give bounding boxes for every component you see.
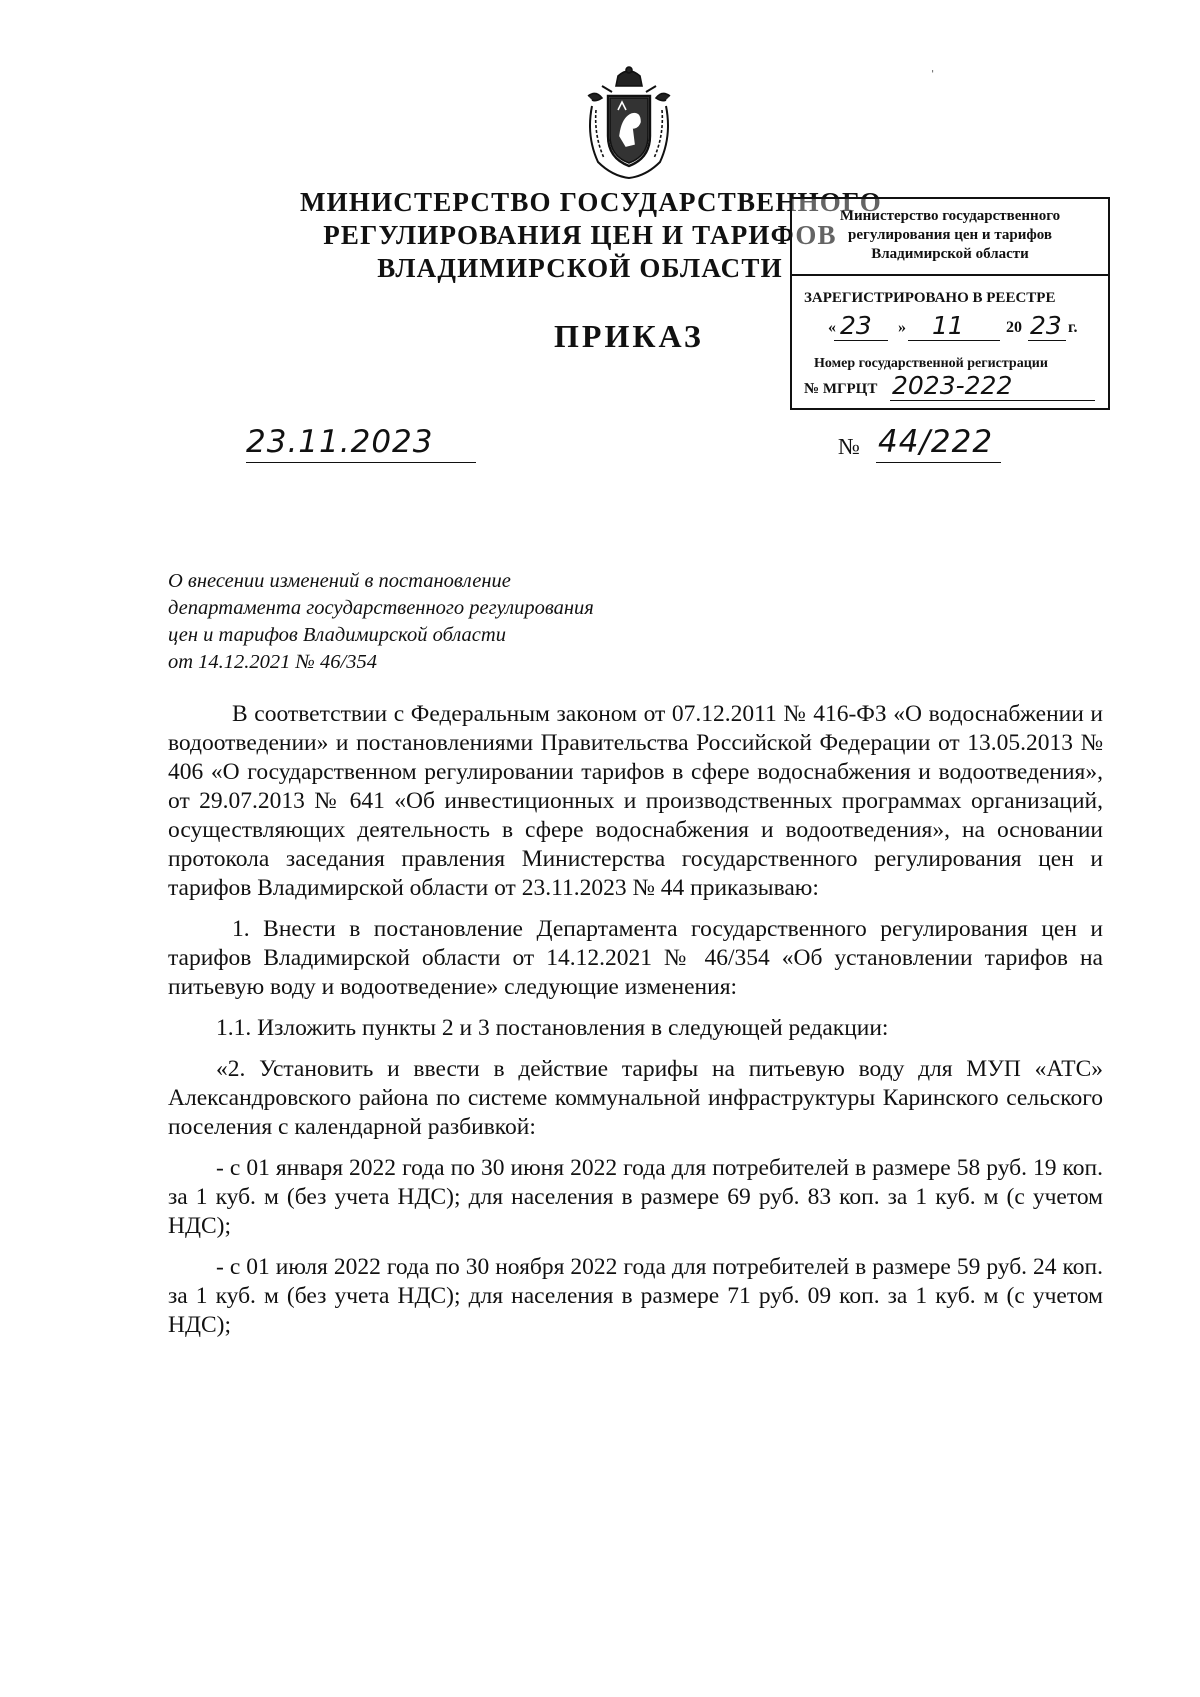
- subject-line: О внесении изменений в постановление: [168, 570, 511, 592]
- stamp-year-suffix: 23: [1030, 311, 1062, 340]
- order-body: [168, 700, 1103, 1340]
- stamp-org-line: регулирования цен и тарифов: [848, 227, 1052, 243]
- subject-line: от 14.12.2021 № 46/354: [168, 651, 377, 673]
- stamp-reg-number: [804, 371, 1013, 400]
- stamp-date-month-line: [908, 340, 1000, 341]
- ministry-title-line: ВЛАДИМИРСКОЙ ОБЛАСТИ: [377, 253, 783, 283]
- preamble-paragraph: В соответствии с Федеральным законом от 07.12.2011 № 416-ФЗ «О водоснабжении и водоотведении» и постановлениями Правительства Российской Федерации от 13.05.2013 № 406 «О государственном регулировании тарифов в сфере водоснабжения и водоотведения», от 29.07.2013 № 641 «Об инвестиционных и производственных программах организаций, осуществляющих деятельность в сфере водоснабжения и водоотведения», на основании протокола заседания правления Министерства государственного регулирования цен и тарифов Владимирской области от 23.11.2023 № 44 приказываю:: [168, 701, 1103, 901]
- stamp-reg-number-line: [890, 400, 1095, 401]
- order-subject: [168, 568, 594, 676]
- clause-2-paragraph: «2. Установить и ввести в действие тарифы на питьевую воду для МУП «АТС» Александровского района по системе коммунальной инфраструктуры Каринского сельского поселения с календарной разбивкой:: [168, 1056, 1103, 1140]
- scan-mark: ˌ: [930, 56, 936, 73]
- order-number-value: 44/222: [878, 424, 994, 460]
- stamp-year-line: [1028, 340, 1066, 341]
- stamp-registered-label: ЗАРЕГИСТРИРОВАНО В РЕЕСТРЕ: [804, 290, 1056, 306]
- stamp-date-open-quote: «: [828, 319, 836, 336]
- stamp-divider: [792, 274, 1108, 276]
- clause-1-1-paragraph: 1.1. Изложить пункты 2 и 3 постановления в следующей редакции:: [216, 1015, 889, 1041]
- coat-of-arms-emblem: [582, 66, 676, 182]
- stamp-org-line: Министерство государственного: [839, 208, 1061, 224]
- stamp-date-month: 11: [932, 311, 964, 340]
- stamp-date-close-quote: »: [898, 319, 906, 336]
- stamp-org-line: Владимирской области: [871, 246, 1029, 262]
- document-type: ПРИКАЗ: [554, 318, 704, 354]
- clause-1-paragraph: 1. Внести в постановление Департамента государственного регулирования цен и тарифов Владимирской области от 14.12.2021 № 46/354 «Об установлении тарифов на питьевую воду и водоотведение» следующие изменения:: [168, 916, 1103, 1000]
- subject-line: цен и тарифов Владимирской области: [168, 624, 506, 646]
- registration-stamp: [790, 197, 1110, 410]
- ministry-title: [300, 186, 882, 285]
- tariff-period-2-paragraph: - с 01 июля 2022 года по 30 ноября 2022 года для потребителей в размере 59 руб. 24 коп. за 1 куб. м (без учета НДС); для населения в размере 71 руб. 09 коп. за 1 куб. м (с учетом НДС);: [168, 1254, 1103, 1338]
- stamp-date-day: 23: [840, 311, 872, 340]
- order-date: [246, 424, 476, 462]
- ministry-title-line: РЕГУЛИРОВАНИЯ ЦЕН И ТАРИФОВ: [323, 220, 837, 250]
- order-date-value: 23.11.2023: [246, 424, 434, 460]
- ministry-title-line: МИНИСТЕРСТВО ГОСУДАРСТВЕННОГО: [300, 187, 882, 217]
- stamp-date-day-line: [834, 340, 888, 341]
- order-number-label: №: [838, 434, 860, 459]
- order-number: [838, 424, 1003, 464]
- order-date-underline: [246, 462, 476, 463]
- stamp-date: [810, 311, 1100, 345]
- stamp-year-unit: г.: [1068, 319, 1078, 336]
- stamp-year-prefix: 20: [1006, 319, 1022, 336]
- tariff-period-1-paragraph: - с 01 января 2022 года по 30 июня 2022 года для потребителей в размере 58 руб. 19 коп. за 1 куб. м (без учета НДС); для населения в размере 69 руб. 83 коп. за 1 куб. м (с учетом НДС);: [168, 1155, 1103, 1239]
- stamp-reg-number-label: Номер государственной регистрации: [814, 356, 1048, 371]
- subject-line: департамента государственного регулирования: [168, 597, 594, 619]
- order-number-underline: [876, 462, 1001, 463]
- stamp-org-name: [792, 207, 1108, 264]
- stamp-reg-number-value: 2023-222: [892, 371, 1013, 400]
- stamp-reg-prefix: № МГРЦТ: [804, 381, 878, 397]
